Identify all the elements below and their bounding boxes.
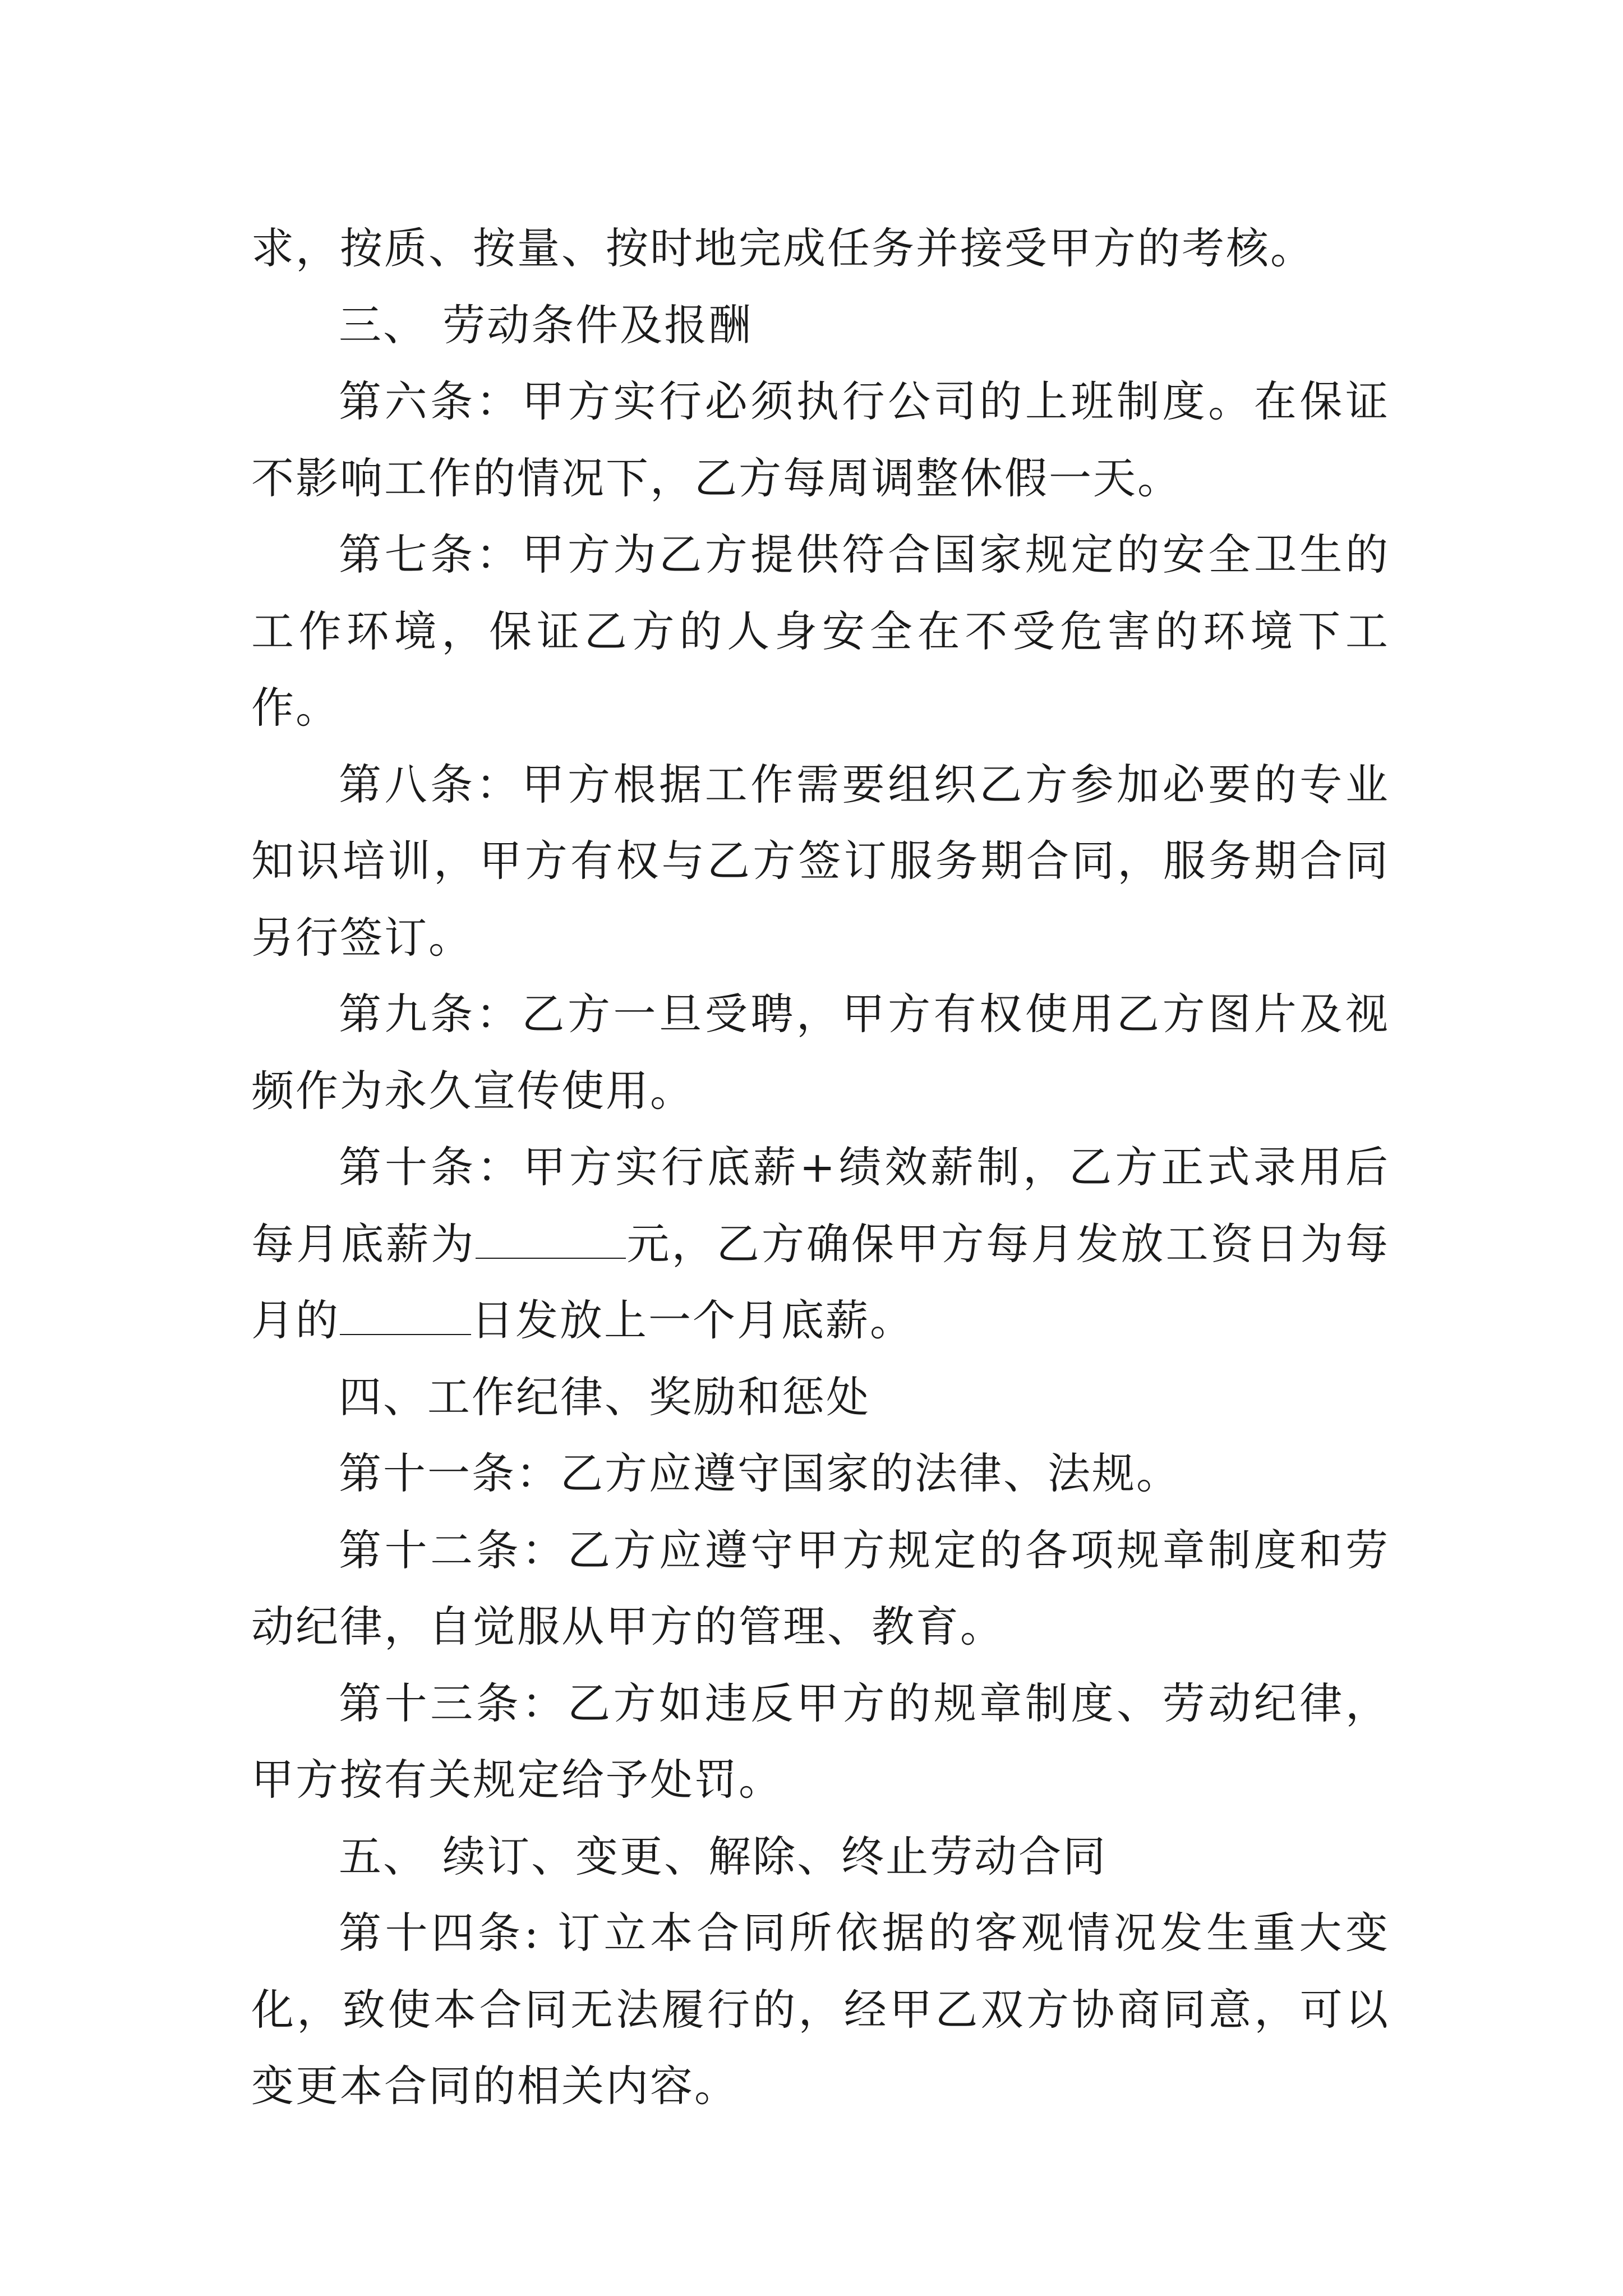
paragraph-continuation: 求，按质、按量、按时地完成任务并接受甲方的考核。 (251, 223, 1315, 273)
salary-amount-blank (476, 1219, 626, 1258)
section-heading-3: 三、 劳动条件及报酬 (339, 300, 753, 350)
article-12: 第十二条：乙方应遵守甲方规定的各项规章制度和劳动纪律，自觉服从甲方的管理、教育。 (251, 1525, 1390, 1651)
article-14: 第十四条: 订立本合同所依据的客观情况发生重大变化，致使本合同无法履行的，经甲乙双方协商同意，可以变更本合同的相关内容。 (251, 1908, 1390, 2111)
article-10-part-b: 元，乙方确保甲方每月发放工资日为每月的 (251, 1218, 1390, 1345)
article-11: 第十一条：乙方应遵守国家的法律、法规。 (339, 1448, 1181, 1498)
article-10-part-c: 日发放上一个月底薪。 (471, 1295, 914, 1345)
article-9: 第九条：乙方一旦受聘，甲方有权使用乙方图片及视频作为永久宣传使用。 (251, 989, 1390, 1116)
section-heading-4: 四、工作纪律、奖励和惩处 (339, 1372, 870, 1422)
document-body (251, 210, 1390, 2125)
pay-day-blank (340, 1296, 471, 1335)
section-heading-5: 五、 续订、变更、解除、终止劳动合同 (339, 1831, 1108, 1881)
article-10-part-a: 第十条：甲方实行底薪+绩效薪制，乙方正式录用后每月底薪为 (251, 1142, 1390, 1269)
article-13: 第十三条：乙方如违反甲方的规章制度、劳动纪律，甲方按有关规定给予处罚。 (251, 1678, 1390, 1805)
article-6: 第六条：甲方实行必须执行公司的上班制度。在保证不影响工作的情况下，乙方每周调整休假一天。 (251, 376, 1390, 503)
article-10 (251, 1129, 1390, 1359)
article-7: 第七条：甲方为乙方提供符合国家规定的安全卫生的工作环境，保证乙方的人身安全在不受危害的环境下工作。 (251, 530, 1390, 733)
article-8: 第八条：甲方根据工作需要组织乙方参加必要的专业知识培训，甲方有权与乙方签订服务期合同，服务期合同另行签订。 (251, 759, 1390, 963)
